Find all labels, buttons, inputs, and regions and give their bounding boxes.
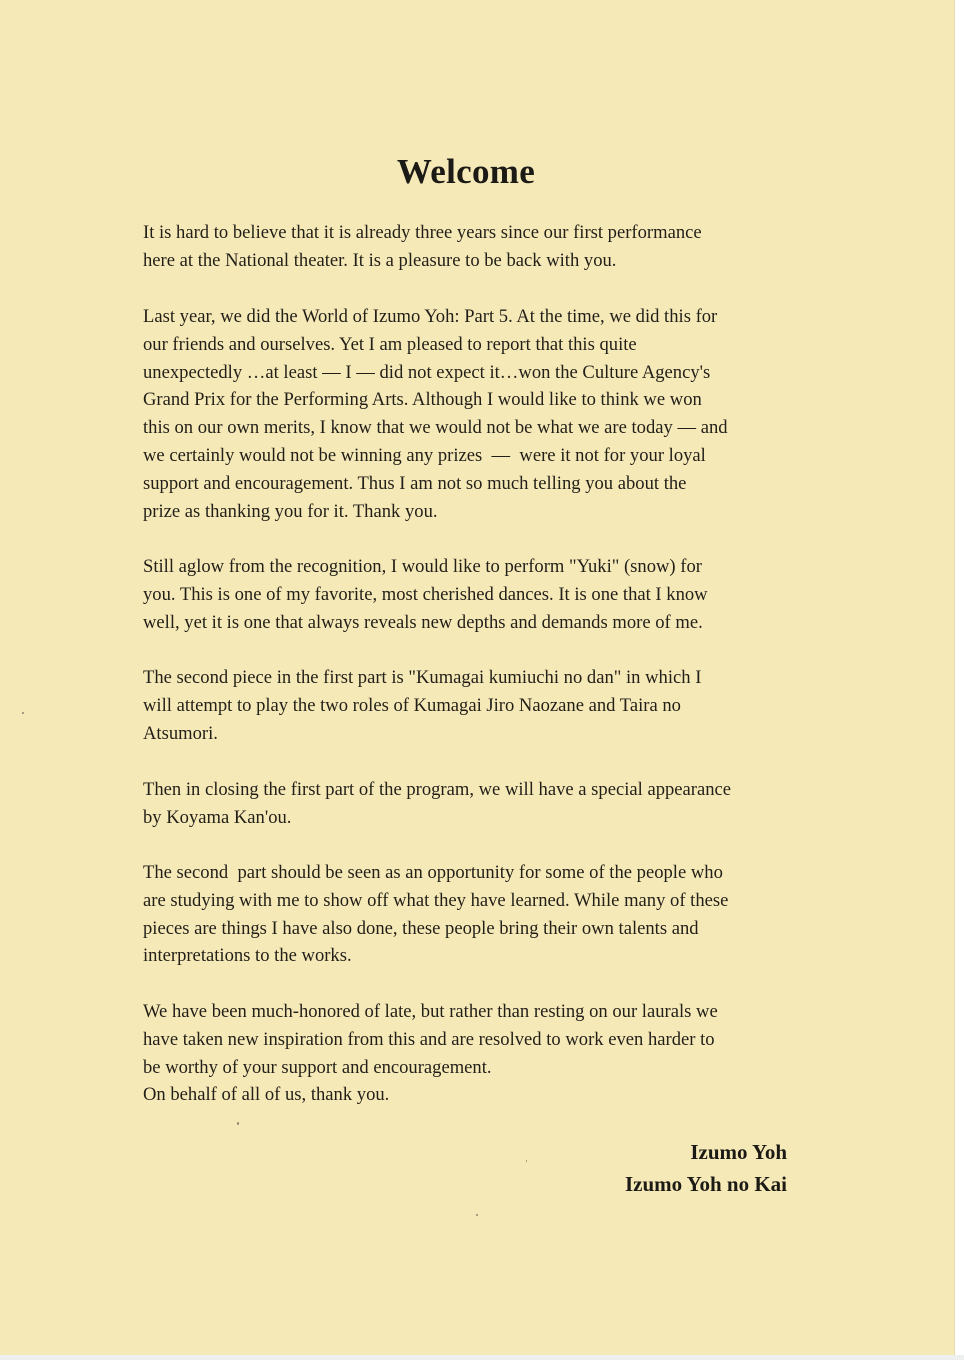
paper-speck <box>237 1122 239 1125</box>
text-line: have taken new inspiration from this and are resolved to work even harder to <box>143 1028 715 1050</box>
text-line: you. This is one of my favorite, most cherished dances. It is one that I know <box>143 583 708 605</box>
text-line: The second part should be seen as an opportunity for some of the people who <box>143 862 723 883</box>
text-line: pieces are things I have also done, these people bring their own talents and <box>143 917 699 939</box>
text-line: are studying with me to show off what they have learned. While many of these <box>143 889 729 911</box>
scan-edge <box>0 1355 964 1360</box>
paper-speck <box>526 1160 527 1162</box>
text-line: Still aglow from the recognition, I would like to perform "Yuki" (snow) for <box>143 556 702 577</box>
text-line: our friends and ourselves. Yet I am pleased to report that this quite <box>143 333 637 355</box>
signature-organization: Izumo Yoh no Kai <box>624 1172 787 1196</box>
paragraph-closing-first-part <box>143 776 803 832</box>
text-line: Grand Prix for the Performing Arts. Although I would like to think we won <box>143 389 702 411</box>
signature-name: Izumo Yoh <box>690 1140 787 1164</box>
text-line: It is hard to believe that it is already three years since our first performance <box>143 222 702 243</box>
paper-speck <box>476 1214 478 1216</box>
paragraph-kumagai <box>143 664 803 747</box>
text-line: The second piece in the first part is "Kumagai kumiuchi no dan" in which I <box>143 667 702 688</box>
text-line: We have been much-honored of late, but rather than resting on our laurals we <box>143 1001 718 1022</box>
text-line: Last year, we did the World of Izumo Yoh: Part 5. At the time, we did this for <box>143 306 718 327</box>
text-line: On behalf of all of us, thank you. <box>143 1084 390 1106</box>
paper-speck <box>22 712 24 714</box>
text-line: will attempt to play the two roles of Kumagai Jiro Naozane and Taira no <box>143 694 681 716</box>
paragraph-yuki <box>143 553 803 636</box>
text-line: prize as thanking you for it. Thank you. <box>143 500 438 522</box>
paragraph-thanks <box>143 998 803 1109</box>
text-line: be worthy of your support and encouragement. <box>143 1056 492 1078</box>
text-line: by Koyama Kan'ou. <box>143 806 292 828</box>
paragraph-second-part <box>143 859 803 970</box>
text-line: support and encouragement. Thus I am not so much telling you about the <box>143 472 687 494</box>
page-title: Welcome <box>396 152 536 191</box>
text-line: this on our own merits, I know that we would not be what we are today — and <box>143 417 728 439</box>
text-line: well, yet it is one that always reveals new depths and demands more of me. <box>143 611 703 633</box>
text-line: Then in closing the first part of the program, we will have a special appearance <box>143 779 732 800</box>
paragraph-award <box>143 303 803 525</box>
text-line: here at the National theater. It is a pleasure to be back with you. <box>143 249 617 271</box>
text-line: unexpectedly …at least — I — did not expect it…won the Culture Agency's <box>143 361 711 383</box>
text-line: Atsumori. <box>143 722 218 744</box>
text-line: interpretations to the works. <box>143 945 352 967</box>
text-line: we certainly would not be winning any prizes — were it not for your loyal <box>143 444 706 466</box>
paragraph-intro <box>143 219 803 275</box>
